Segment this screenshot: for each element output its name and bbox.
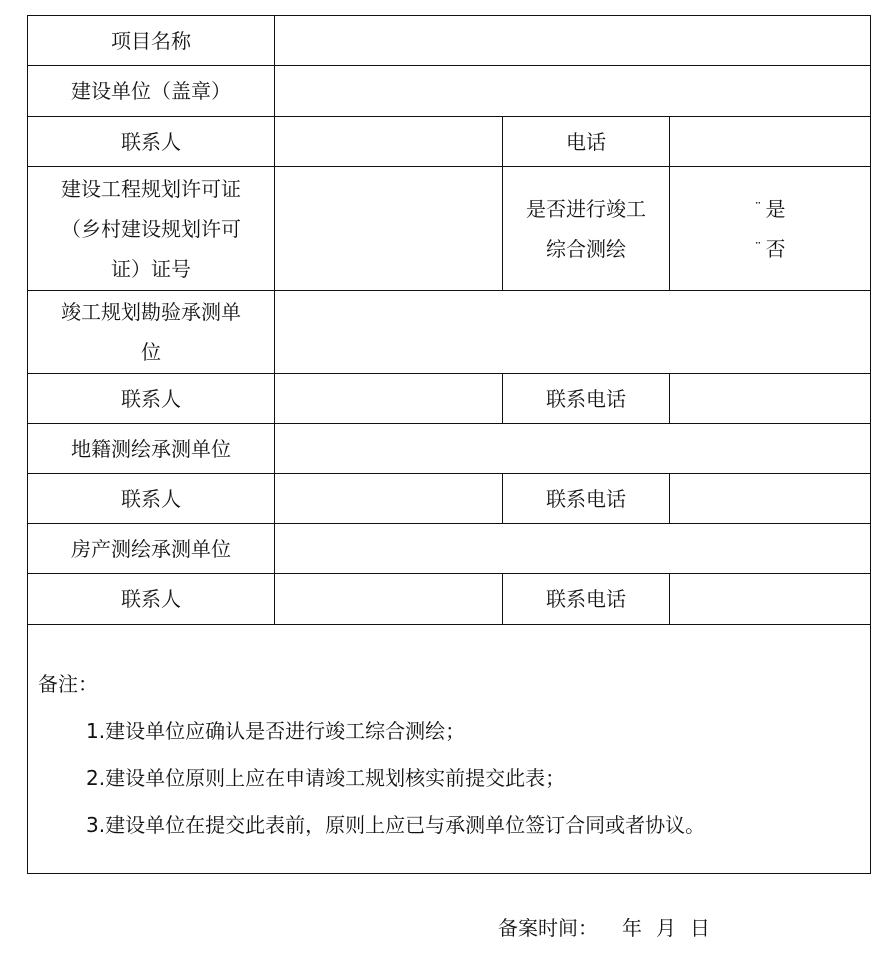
record-day: 日 bbox=[690, 916, 710, 940]
row-planning-unit bbox=[28, 291, 871, 374]
row-builder bbox=[28, 66, 871, 117]
record-year: 年 bbox=[622, 916, 642, 940]
contact-label: 联系人 bbox=[28, 117, 275, 167]
planning-unit-label bbox=[28, 291, 275, 374]
property-phone-field[interactable] bbox=[670, 574, 871, 625]
option-yes-label: 是 bbox=[765, 196, 786, 221]
planning-phone-field[interactable] bbox=[670, 374, 871, 424]
note-item-3: 3.建设单位在提交此表前，原则上应已与承测单位签订合同或者协议。 bbox=[86, 813, 706, 837]
builder-field[interactable] bbox=[275, 66, 871, 117]
cadastral-unit-label: 地籍测绘承测单位 bbox=[28, 424, 275, 474]
record-month: 月 bbox=[656, 916, 676, 940]
planning-contact-label: 联系人 bbox=[28, 374, 275, 424]
cadastral-contact-label: 联系人 bbox=[28, 474, 275, 524]
permit-label bbox=[28, 167, 275, 291]
survey-question-line-1: 是否进行竣工 bbox=[526, 196, 646, 221]
property-unit-label: 房产测绘承测单位 bbox=[28, 524, 275, 574]
property-contact-field[interactable] bbox=[275, 574, 503, 625]
row-cadastral-unit bbox=[28, 424, 871, 474]
permit-label-line-2: （乡村建设规划许可 bbox=[61, 216, 241, 241]
cadastral-phone-field[interactable] bbox=[670, 474, 871, 524]
contact-field[interactable] bbox=[275, 117, 503, 167]
permit-label-line-3: 证）证号 bbox=[111, 256, 191, 281]
phone-label: 电话 bbox=[503, 117, 670, 167]
row-cadastral-contact bbox=[28, 474, 871, 524]
property-phone-label: 联系电话 bbox=[503, 574, 670, 625]
property-contact-label: 联系人 bbox=[28, 574, 275, 625]
record-time bbox=[498, 912, 710, 941]
builder-label: 建设单位（盖章） bbox=[28, 66, 275, 117]
record-time-label: 备案时间： bbox=[498, 916, 598, 940]
planning-unit-label-line-1: 竣工规划勘验承测单 bbox=[61, 300, 241, 324]
project-name-field[interactable] bbox=[275, 16, 871, 66]
planning-phone-label: 联系电话 bbox=[503, 374, 670, 424]
row-project-name bbox=[28, 16, 871, 66]
project-name-label: 项目名称 bbox=[28, 16, 275, 66]
option-no-label: 否 bbox=[765, 236, 786, 261]
notes-title: 备注： bbox=[38, 672, 98, 696]
note-item-2: 2.建设单位原则上应在申请竣工规划核实前提交此表； bbox=[86, 766, 566, 790]
permit-number-field[interactable] bbox=[275, 167, 503, 291]
property-unit-field[interactable] bbox=[275, 524, 871, 574]
survey-choice-cell bbox=[670, 167, 871, 291]
checkbox-yes-icon[interactable]: ¨ bbox=[754, 200, 762, 217]
note-item-1: 1.建设单位应确认是否进行竣工综合测绘； bbox=[86, 719, 466, 743]
option-yes[interactable] bbox=[676, 189, 864, 229]
planning-unit-field[interactable] bbox=[275, 291, 871, 374]
permit-label-line-1: 建设工程规划许可证 bbox=[61, 176, 241, 201]
row-planning-contact bbox=[28, 374, 871, 424]
checkbox-no-icon[interactable]: ¨ bbox=[754, 240, 762, 257]
registration-form bbox=[27, 15, 871, 874]
row-property-contact bbox=[28, 574, 871, 625]
survey-question-label bbox=[503, 167, 670, 291]
row-builder-contact bbox=[28, 117, 871, 167]
cadastral-phone-label: 联系电话 bbox=[503, 474, 670, 524]
row-notes bbox=[28, 625, 871, 874]
row-property-unit bbox=[28, 524, 871, 574]
option-no[interactable] bbox=[676, 229, 864, 269]
planning-contact-field[interactable] bbox=[275, 374, 503, 424]
planning-unit-label-line-2: 位 bbox=[141, 340, 161, 364]
survey-question-line-2: 综合测绘 bbox=[546, 236, 626, 261]
notes-cell bbox=[28, 625, 871, 874]
cadastral-contact-field[interactable] bbox=[275, 474, 503, 524]
row-permit bbox=[28, 167, 871, 291]
phone-field[interactable] bbox=[670, 117, 871, 167]
cadastral-unit-field[interactable] bbox=[275, 424, 871, 474]
